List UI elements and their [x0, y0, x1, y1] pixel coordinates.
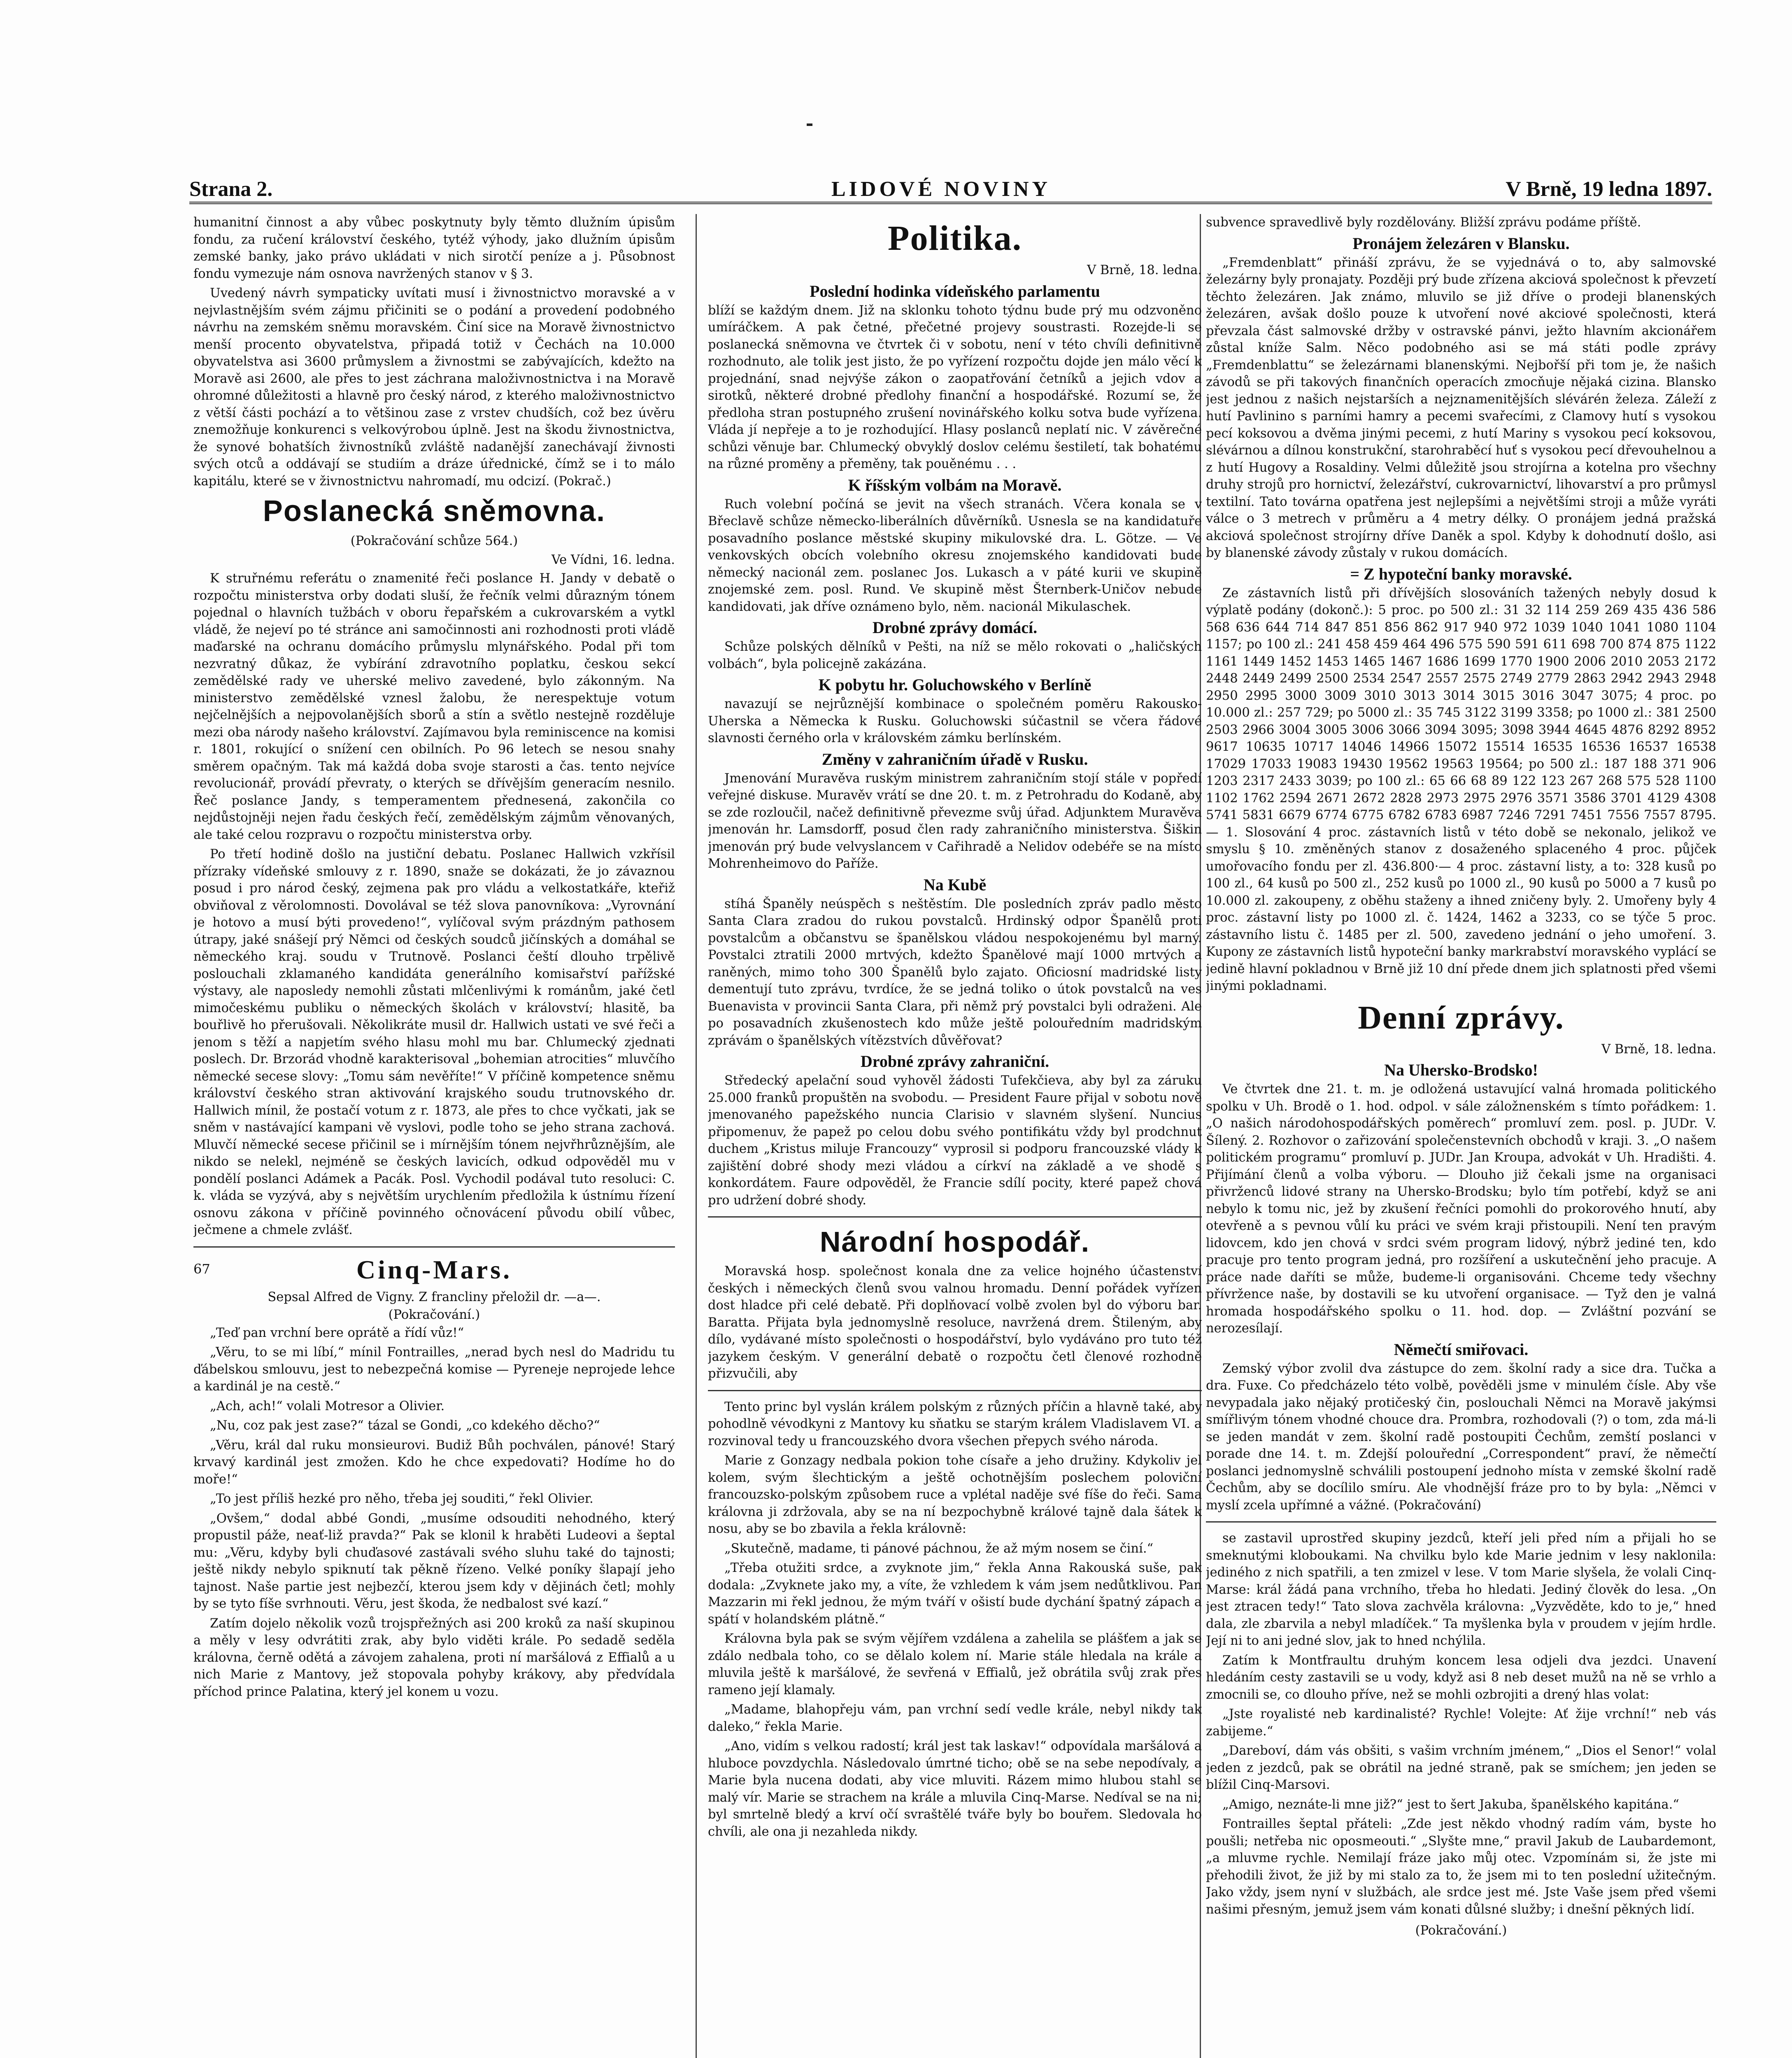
- novel-paragraph: „Dareboví, dám vás obšiti, s vašim vrchním jménem,“ „Dios el Senor!“ volal jeden z jezdců, pak se obrátil na jedné straně, pak se smíchem; jen jeden se blížil Cinq-Marsovi.: [1206, 1744, 1716, 1792]
- continuation-note: (Pokračování.): [1415, 1923, 1507, 1938]
- article-paragraph: K struřnému referátu o znamenité řeči poslance H. Jandy v debatě o rozpočtu ministerstva orby dodati sluší, že řečník velmi důrazným tónem pojednal o hlavních tužbách v oboru řepařském a cukrovarském a vytkl vládě, že nejeví po té stránce ani samočinnosti ani rozhodnosti proti vládě maďarské na ochranu domácího průmyslu mlynářského. Podal při tom nezvratný důkaz, že vybírání zdravotního poplatku, českou sekcí zemědělské rady ve uherské melivo zavedené, bylo zákonným. Na ministerstvo zemědělské vznesl žalobu, že nerespektuje votum nejčelnějších a nejpovolanějších sborů a stín a světlo nestejně rozděluje mezi oba národy našeho království. Zajímavou byla reminiscence na komisi r. 1801, rokující o snížení cen obilních. Po 96 letech se nesou snahy směrem opačným. Tak má každá doba svoje starosti a čas. tento nejvíce revolucionář, provádí převraty, o kterých se dřívějším generacím nesnilo. Řeč poslance Jandy, s temperamentem přednesená, zakončila co nejdůstojněji nejen řadu českých řečí, zemědělským zájmům věnovaných, ale také celou rozpravu o rozpočtu ministerstva orby.: [193, 571, 675, 842]
- article-paragraph: Středecký apelační soud vyhověl žádosti Tufekčieva, aby byl za záruku 25.000 franků propuštěn na svobodu. — President Faure přijal v sobotu nově jmenovaného papežského nuncia Clarisio v slavném slyšení. Nuncius připomenuv, že papež po celou dobu svého pontifikátu vždy byl prodchnut duchem „Kristus miluje Francouzy“ vyprosil si podporu francouzské vlády k zajištění dobré shody mezi vládou a církví na základě a ve shodě s konkordátem. Faure odpověděl, že Francie sdílí pocity, které papež chová pro udržení dobré shody.: [708, 1073, 1202, 1208]
- novel-paragraph: „Madame, blahopřeju vám, pan vrchní sedí vedle krále, nebyl nikdy tak daleko,“ řekla Marie.: [708, 1702, 1202, 1734]
- novel-paragraph: „Ovšem,“ dodal abbé Gondi, „musíme odsouditi nehodného, který propustil páže, neať-liž pravda?“ Pak se klonil k hraběti Ludeovi a šeptal mu: „Věru, kdyby byli chuďasové zastávali svého sluhu také do tajnosti; ještě nikdy nebylo spiknutí tak pěkně řízeno. Velké poníky šlapají jeho tajnost. Naše partie jest nejbezčí, kterou jsem kdy v dějinách četl; mohly by se tyto fíše svrhnouti. Věru, jest škoda, že nedbalost své kazí.“: [193, 1511, 675, 1611]
- article-paragraph: Moravská hosp. společnost konala dne za velice hojného účastenství českých i německých členů svou valnou hromadu. Denní pořádek vyřízen dost hladce při celé debatě. Při doplňovací volbě zvolen byl do výboru bar. Baratta. Přijata byla jednomyslně resoluce, navržená drem. Štileným, aby dílo, vydávané místo společnosti o hospodářství, bylo vydáváno pro tuto též jazykem českým. V generální debatě o rozpočtu četl členové rozhodně přizvučili, aby: [708, 1264, 1202, 1381]
- section-title-cinq-mars: Cinq-Mars.: [356, 1255, 512, 1284]
- article-paragraph: „Fremdenblatt“ přináší zprávu, že se vyjednává o to, aby salmovské železárny byly pronajaty. Později prý bude zřízena akciová společnost k převzetí těchto železáren. Jak známo, mluvilo se již dříve o prodeji blanenských železáren, avšak došlo pouze k utvoření nové akciové společnosti, která převzala část salmovské držby v ostravské pánvi, ježto hlavním akcionářem zůstal kníže Salm. Něco podobného asi se má státi podle zprávy „Fremdenblattu“ se železárnami blanenskými. Nejbořší při tom je, že našich závodů se při takových finančních operacích zmocňuje nějaká cizina. Blansko jest jednou z našich nejstarších a nejznamenitějších slévárén železa. Záleží z hutí Pavlinino s parními hamry a pecemi svařecími, z Clamovy hutí s vysokou pecí koksovou a dvěma jinými pecemi, z hutí Mariny s vysokou pecí koksovou, slévárnou a dílnou konstrukční, starohraběcí huť s vysokou pecí dřevouhelnou a z hutí Hugovy a Rosaldiny. Velmi důležitě jsou strojírna a kotelna pro všechny druhy strojů pro hornictví, železářství, cukrovarnictví, lihovarství a pro průmysl textilní. Tato továrna opatřena jest nejlepšími a největšími stroji a může vyráti válce o 3 metrech v průměru a 4 metry délky. O pronájem jedná pražská akciová společnost strojírny dříve Daněk a spol. Kdyby k dohodnutí došlo, asi by blanenské závody zůstaly v rukou domácích.: [1206, 255, 1716, 560]
- section-rule: [193, 1246, 675, 1248]
- novel-paragraph: „Teď pan vrchní bere oprátě a řídí vůz!“: [210, 1325, 464, 1340]
- headline: K pobytu hr. Goluchowského v Berlíně: [818, 675, 1091, 694]
- novel-paragraph: „Ach, ach!“ volali Motresor a Olivier.: [210, 1399, 445, 1413]
- section-title-denni-zpravy: Denní zprávy.: [1358, 999, 1564, 1036]
- section-title-politika: Politika.: [887, 218, 1022, 258]
- novel-paragraph: „Amigo, neznáte-li mne již?“ jest to šert Jakuba, španělského kapitána.“: [1222, 1797, 1679, 1812]
- novel-paragraph: se zastavil uprostřed skupiny jezdců, kteří jeli před ním a přijali ho se smeknutými kloboukami. Na chvilku bylo kde Marie jednim v lesy naklonila: jediného z nich spatřili, a ten zmizel v lese. V tom Marie slyšela, že volali Cinq-Marse: král žádá pana vrchního, třeba ho hledati. Jediný člověk do lesa. „On jest ztracen tedy!“ Tato slova zachvěla královna: „Vyzvěděte, kdo to je,“ hned dala, zle zbarvila a nebyl mladíček.“ Ta myšlenka byla v proudem v jejím hrdle. Její ni to ani jedné slov, jak to hned nchýlila.: [1206, 1531, 1716, 1648]
- headline: = Z hypoteční banky moravské.: [1350, 564, 1572, 583]
- column-right: [1206, 214, 1716, 2058]
- novel-paragraph: „Nu, coz pak jest zase?“ tázal se Gondi, „co kdekého děcho?“: [210, 1418, 600, 1433]
- novel-paragraph: „Věru, král dal ruku monsieurovi. Budiž Bůh pochválen, pánové! Starý krvavý kardinál jest zmožen. Kdo he chce expedovati? Hodíme ho do moře!“: [193, 1438, 675, 1487]
- article-paragraph: Uvedený návrh sympaticky uvítati musí i živnostnictvo moravské a v nejvlastnějším svém zájmu přičiniti se o podání a provedení podobného návrhu na zemském sněmu moravském. Činí sice na Moravě živnostnictvo menší procento obyvatelstva, připadá totiž v Čechách na 10.000 obyvatelstva asi 3600 průmyslem a živnostmi se zabývajících, kdežto na Moravě asi 2600, ale přes to jest záchrana maloživnostnictva i na Moravě ohromné důležitosti a hlavně pro český národ, z kterého maloživnostnictvo z větší části pochází a to většinou zase z vrstev chudších, což bez úvěru znemožňuje konkurenci s velkovýrobou úplně. Jest na škodu živnostnictva, že synové bohatších živnostníků zvláště nadanější zanechávají živnosti svých otců a oddávají se studiím a dráze úřednické, čímž se i to málo kapitálu, které se v živnostnictvu nahromadí, mu odcizí. (Pokrač.): [193, 286, 675, 489]
- novel-paragraph: Tento princ byl vyslán králem polským z různých příčin a hlavně také, aby pohodlně vévodkyni z Mantovy ku sňatku se starým králem Vladislavem VI. a rozvinoval tedy u francouzského dvora všechen přepych svého národa.: [708, 1399, 1202, 1448]
- dateline: Ve Vídni, 16. ledna.: [551, 552, 675, 567]
- novel-paragraph: Královna byla pak se svým vějířem vzdálena a zahelila se plášťem a jak se zdálo nedbala toho, co se dělalo kolem ní. Marie stále hledala na krále a mluvila ještě k maršálové, že sevřená v Effialů, jež obrátila svůj zrak přes rameno její klamaly.: [708, 1632, 1202, 1697]
- headline: Pronájem železáren v Blansku.: [1352, 234, 1570, 253]
- novel-paragraph: „Třeba otužiti srdce, a zvyknote jim,“ řekla Anna Rakouská suše, pak dodala: „Zvyknete jako my, a víte, že vzhledem k vám jsem nedůtklivou. Pan Mazzarin mi řekl jednou, že mým tváří v ošistí bude dychání špatný zápach a spátí v holandském plátně.“: [708, 1561, 1202, 1627]
- article-paragraph: Schůze polských dělníků v Pešti, na níž se mělo rokovati o „haličských volbách“, byla policejně zakázána.: [708, 640, 1202, 671]
- section-title-hospodar: Národní hospodář.: [819, 1226, 1090, 1258]
- novel-paragraph: „To jest příliš hezké pro něho, třeba jej souditi,“ řekl Olivier.: [210, 1492, 593, 1506]
- page-number: Strana 2.: [189, 177, 273, 201]
- novel-paragraph: „Ano, vidím s velkou radostí; král jest tak laskav!“ odpovídala maršálová a hluboce povzdychla. Následovalo úmrtné ticho; obě se na sebe nepodívaly, a Marie byla nucena dodati, aby vice mluviti. Rázem mimo hlubou stahl se malý vír. Marie se strachem na krále a mluvila Cinq-Marse. Nedíval se na ni; byl smrtelně bledý a krví očí svraštělé tváře byly bo bouřem. Sledovala ho chvíli, ale ona ji nezahleda nikdy.: [708, 1739, 1202, 1839]
- headline: Poslední hodinka vídeňského parlamentu: [810, 282, 1100, 300]
- article-paragraph: Ruch volební počíná se jevit na všech stranách. Včera konala se v Břeclavě schůze německo-liberálních důvěrníků. Usnesla se na kandidatuře posavadního poslance městské skupiny mikulovské dra. L. Götze. — Ve venkovských obcích volebního okresu znojemského kandidovati bude německý nacionál zem. poslanec Jos. Lukasch a v páté kurii ve skupině znojemské zem. posl. Rund. Ve skupině měst Šternberk-Uničov nebude kandidovati, jak dříve oznámeno bylo, něm. nacionál Mikulaschek.: [708, 497, 1202, 614]
- section-rule: [708, 1390, 1202, 1391]
- article-paragraph: humanitní činnost a aby vůbec poskytnuty byly těmto dlužním úpisům fondu, za ručení království českého, tytéž výhody, jako dlužním úpisům zemské banky, jako právo ukládati v nich sirotčí peníze a j. Působnost fondu vymezuje nám osnova navržených stanov v § 3.: [193, 215, 675, 281]
- top-mark: [807, 123, 812, 126]
- continuation-note: (Pokračování.): [388, 1308, 480, 1322]
- novel-paragraph: Fontrailles šeptal přáteli: „Zde jest někdo vhodný radím vám, byste ho poušli; netřeba nic oposmeouti.“ „Slyšte mne,“ pravil Jakub de Laubardemont, „a mluvme rychle. Nemilají fráze jako můj otec. Vzpomínám si, že jste mi přehodili život, že již by mi stalo za to, že jsem mi to ten poslední užitečným. Jako vždy, jsem nyní v službách, ale srdce jest mé. Jste Vaše jsem před všemi našimi přesným, jemuž jsem vám konati důlsné služby; i dnešní pěkných lidí.: [1206, 1817, 1716, 1917]
- novel-paragraph: Zatím k Montfraultu druhým koncem lesa odjeli dva jezdci. Unavení hledáním cesty zastavili se u vody, když asi 8 neb deset mužů na ně se vrhlo a zmocnili se, co dlouho příve, než se mohli ozbrojiti a drený hlas volat:: [1206, 1653, 1716, 1702]
- headline: Změny v zahraničním úřadě v Rusku.: [822, 750, 1088, 768]
- article-paragraph: subvence spravedlivě byly rozdělovány. Bližší zprávu podáme příště.: [1206, 215, 1641, 230]
- article-paragraph: Zemský výbor zvolil dva zástupce do zem. školní rady a sice dra. Tučka a dra. Fuxe. Co předcházelo této volbě, pověděli jsme v minulém čísle. Aby vše nevypadala jako nějaký protičeský čin, poslouchali Němci na Moravě jakýmsi smířlivým tónem vhodné chouce dra. Prombra, rozhodovali (?) o tom, zda má-li se jeden mandát v zem. školní radě postoupiti Čechům, zemští poslanci v porade dne 14. t. m. Zdejší polouřední „Correspondent“ praví, že němečtí poslanci jednomyslně schválili postoupení jednoho místa v zemské školní radě Čechům, aby se docílilo smíru. Ale vhodnější fráze pro to by byla: „Němci v myslí zcela upřímné a vážné. (Pokračování): [1206, 1361, 1716, 1513]
- headline: Němečtí smiřovaci.: [1394, 1340, 1529, 1359]
- novel-paragraph: Zatím dojelo několik vozů trojspřežných asi 200 kroků za naší skupinou a měly v lesy odvrátiti zrak, aby bylo viděti krále. Po sedadě seděla královna, černě odětá a závojem zahalena, proti ní maršálová z Effialů a u nich Marie z Mantovy, jež stopovala pohyby krákovy, aby předvídala příchod prince Palatina, který jel konem u vozu.: [193, 1616, 675, 1699]
- novel-paragraph: „Jste royalisté neb kardinalisté? Rychle! Volejte: Ať žije vrchní!“ neb vás zabijeme.“: [1206, 1707, 1716, 1739]
- page-header: [189, 177, 1712, 204]
- section-rule: [1206, 1521, 1716, 1523]
- section-subtitle: (Pokračování schůze 564.): [350, 534, 518, 548]
- headline: Drobné zprávy domácí.: [872, 618, 1038, 637]
- feuilleton-header: [193, 1255, 675, 1285]
- dateline: V Brně, 18. ledna.: [1087, 263, 1202, 277]
- article-paragraph: Jmenování Muravěva ruským ministrem zahraničním stojí stále v popředí veřejné diskuse. Muravěv vrátí se dne 20. t. m. z Petrohradu do Kodaně, aby se zde rozloučil, načež definitivně převezme svůj úřad. Adjunktem Muravěva jmenován hr. Lamsdorff, posud člen rady zahraničního ministerstva. Šiškin jmenován prý bude velvyslancem v Cařihradě a Nelidov odebéře se na místo Mohrenheimovo do Paříže.: [708, 771, 1202, 871]
- column-divider: [696, 214, 697, 2058]
- novel-paragraph: „Věru, to se mi líbí,“ mínil Fontrailles, „nerad bych nesl do Madridu tu ďábelskou smlouvu, jest to nebezpečná komise — Pyreneje neprojede lehce a kardinál je na cestě.“: [193, 1345, 675, 1394]
- section-rule: [708, 1216, 1202, 1218]
- column-middle: [708, 214, 1202, 2058]
- article-paragraph: Po třetí hodině došlo na justiční debatu. Poslanec Hallwich vzkřísil přízraky vídeňské smlouvy z r. 1890, snaže se dokázati, že jo závaznou posud i pro národ český, zejmena pak pro vládu a velkostatkáře, kteřiž obviňoval z věrolomnosti. Dovolával se též slova panovníkova: „Vyrovnání je hotovo a musí býti provedeno!“, vylíčoval svým prázdným pathosem útrapy, jaké snášejí prý Němci od českých soudců jičínských a domáhal se německého kraj. soudu v Trutnově. Poslanci čeští dlouho trpělivě poslouchali zklamaného kandidáta generálního komisařství pařížské výstavy, ale naposledy nemohli zůstati mlčenlivými k románům, jaké četl mimočeskému publiku o německých školách v království; hlasitě, ba bouřlivě ho přerušovali. Několikráte musil dr. Hallwich ustati ve své řeči a jenom s těží a napjetím svého hlasu mohl mu bar. Chlumecký zjednati poslech. Dr. Brzorád vhodně karakterisoval „bohemian atrocities“ mluvčího německé secese slovy: „Tomu sám nevěříte!“ V příčině kompetence sněmu království českého stran aktivování krajského soudu trutnovského dr. Hallwich mínil, že postačí votum z r. 1873, ale přes to chce vyčkati, jak se sněm v nastávající kampani vě vyslovi, podle toho se jeho strana zachová. Mluvčí německé secese přičinil se i mírnějším tónem nejvřhrůznějším, ale nikdo se nelekl, nejméně se českých lavicích, odkud odpověděl mu v pondělí poslanci Adámek a Pacák. Posl. Vychodil podával tuto resoluci: C. k. vláda se vyzývá, aby s největším urychlením předložila k ústnímu řízení osnovu zákona v příčině povinného očnovácení původu obilí vůbec, ječmene a chmele zvlášť.: [193, 847, 675, 1237]
- author-credit: Sepsal Alfred de Vigny. Z francliny přeložil dr. —a—.: [268, 1290, 601, 1304]
- article-paragraph: stíhá Španěly neúspěch s neštěstím. Dle posledních zpráv padlo město Santa Clara zradou do rukou povstalců. Hrdinský odpor Španělů proti povstalcům a občanstvu se španělskou vládou nespokojenému byl marný. Povstalci ztratili 2000 mrtvých, kdežto Španělové mají 1000 mrtvých a raněných, mimo toho 300 Španělů bylo zajato. Oficiosní madridské listy dementují tuto zprávu, tvrdíce, že se jedná toliko o útok povstalců na ves Buenavista v provincii Santa Clara, při němž prý povstalci byli odraženi. Ale po posavadních zkušenostech kdo může ještě polouředním madridským zprávám o španělských vítězstvích důvěřovat?: [708, 896, 1202, 1048]
- article-paragraph: Ze zástavních listů při dřívějších slosováních tažených nebyly dosud k výplatě podány (dokonč.): 5 proc. po 500 zl.: 31 32 114 259 269 435 436 586 568 636 644 714 847 851 856 862 917 940 972 1039 1040 1041 1080 1104 1157; po 100 zl.: 241 458 459 464 496 575 590 591 611 698 700 874 875 1122 1161 1449 1452 1453 1465 1467 1686 1699 1770 1900 2006 2010 2053 2172 2448 2449 2499 2500 2534 2547 2557 2575 2749 2779 2863 2942 2943 2948 2950 2995 3000 3009 3010 3013 3014 3015 3016 3047 3075; 4 proc. po 10.000 zl.: 257 729; po 5000 zl.: 35 745 3122 3199 3358; po 1000 zl.: 381 2500 2503 2966 3004 3005 3006 3066 3094 3095; 3098 3944 4645 4876 8292 8952 9617 10635 10717 14046 14966 15072 15514 16535 16536 16537 16538 17029 17033 19083 19430 19562 19563 19564; po 500 zl.: 187 188 371 906 1203 2317 2433 3039; po 100 zl.: 65 66 68 89 122 123 267 268 575 528 1100 1102 1762 2594 2671 2672 2828 2973 2975 2976 3571 3586 3701 4129 4308 5741 5831 6679 6774 6775 6782 6783 6987 7246 7291 7451 7556 7557 8795. — 1. Slosování 4 proc. zástavních listů v této době se nekonalo, jelikož ve smyslu § 10. změněných stanov z dosaženého splaceného 4 proc. půjček umořovacího fondu per zl. 436.800·— 4 proc. zástavní listy, a to: 328 kusů po 100 zl., 64 kusů po 500 zl., 252 kusů po 1000 zl., 90 kusů po 5000 a 7 kusů po 10.000 zl. zakoupeny, z oběhu staženy a ihned zničeny byly. 2. Umořeny byly 4 proc. zástavní listy po 1000 zl. č. 1424, 1462 a 3233, co se týče 5 proc. zástavního listu č. 1485 per zl. 500, zavedeno jednání o jeho umoření. 3. Kupony ze zástavních listů hypoteční banky markrabství moravského vyplácí se jedině hlavní pokladnou v Brně již 10 dní přede dnem jich splatnosti před všemi jinými pokladnami.: [1206, 586, 1716, 993]
- headline: Na Kubě: [923, 875, 987, 894]
- novel-paragraph: „Skutečně, madame, ti pánové páchnou, že až mým nosem se činí.“: [724, 1541, 1154, 1556]
- headline: K říšským volbám na Moravě.: [848, 475, 1062, 494]
- installment-number: 67: [193, 1261, 210, 1277]
- dateline: V Brně, 18. ledna.: [1601, 1042, 1716, 1057]
- section-title-poslanecka: Poslanecká sněmovna.: [263, 495, 606, 528]
- headline: Na Uhersko-Brodsko!: [1384, 1061, 1538, 1079]
- article-paragraph: blíží se každým dnem. Již na sklonku tohoto týdnu bude prý mu odzvoněno umíráčkem. A pak četné, přečetné projevy soustrasti. Rozejde-li se poslanecká sněmovna ve čtvrtek či v sobotu, není v této chvíli definitivně rozhodnuto, ale tolik jest jisto, že po vyřízení rozpočtu dojde jen málo věcí k projednání, snad nejvýše zákon o zaopatřování četníků a jejich vdov a sirotků, některé drobné předlohy finanční a hospodářské. Rozumí se, že předloha stran postupného zrušení novinářského kolku sotva bude vyřízena. Vláda jí nepřeje a to je rozhodující. Hlasy poslanců neplatí nic. V závěrečné schůzi věnuje bar. Chlumecký obvyklý doslov celému šestiletí, tak bohatému na různé proměny a přeměny, tak pouěnému . . .: [708, 303, 1202, 471]
- issue-date: V Brně, 19 ledna 1897.: [1506, 177, 1712, 201]
- article-paragraph: Ve čtvrtek dne 21. t. m. je odložená ustavující valná hromada politického spolku v Uh. Brodě o 1. hod. odpol. v sále záložnenském s tímto pořádkem: 1. „O našich národohospodářských poměrech“ promluví zem. posl. p. JUDr. V. Šílený. 2. Rozhovor o zařizování společenstevních obchodů v kraji. 3. „O našem politickém programu“ promluví p. JUDr. Jan Kroupa, advokát v Uh. Hradišti. 4. Přijímání členů a volba výboru. — Dlouho již čekali jsme na organisaci přivrženců lidové strany na Uhersko-Brodsku; bylo tím potřebí, když se ani nebylo k tomu nic, jež by zkušení řečníci pomohli do prokorového hnutí, aby otevřeně a s pevnou vůlí ku práci ve svém kraji přistoupili. Není ten pravým lidovcem, kdo jen chová v srdci svém program lidový, nýbrž jediné ten, kdo pracuje pro tento program jedná, pro rozšíření a uskutečnění jeho pracuje. A práce nade daříti se může, budeme-li organisováni. Chceme tedy všechny přívržence naše, by dostavili se ku utvoření organisace. — Tyž den je valná hromada hospodářského spolku o 11. hod. dop. — Zvláštní pozvání se nerozesílají.: [1206, 1082, 1716, 1336]
- novel-paragraph: Marie z Gonzagy nedbala pokion tohe císaře a jeho družiny. Kdykoliv jel kolem, svým šlechtickým a ještě ochotnějším poslechem poloviční francouzsko-polským způsobem ruce a vplétal naděje své fíše do řeči. Sama královna ji zdržovala, aby se na ní bezpochybně králové tajně dala šátek k nosu, aby se bo zbavila a řekla královně:: [708, 1453, 1202, 1536]
- column-left: [193, 214, 675, 2058]
- article-paragraph: navazují se nejrůznější kombinace o společném poměru Rakousko-Uherska a Německa k Rusku. Goluchowski súčastnil se včera řádové slavnosti černého orla v královském zámku berlínském.: [708, 697, 1202, 745]
- masthead-title: LIDOVÉ NOVINY: [831, 177, 1051, 201]
- headline: Drobné zprávy zahraniční.: [860, 1052, 1050, 1071]
